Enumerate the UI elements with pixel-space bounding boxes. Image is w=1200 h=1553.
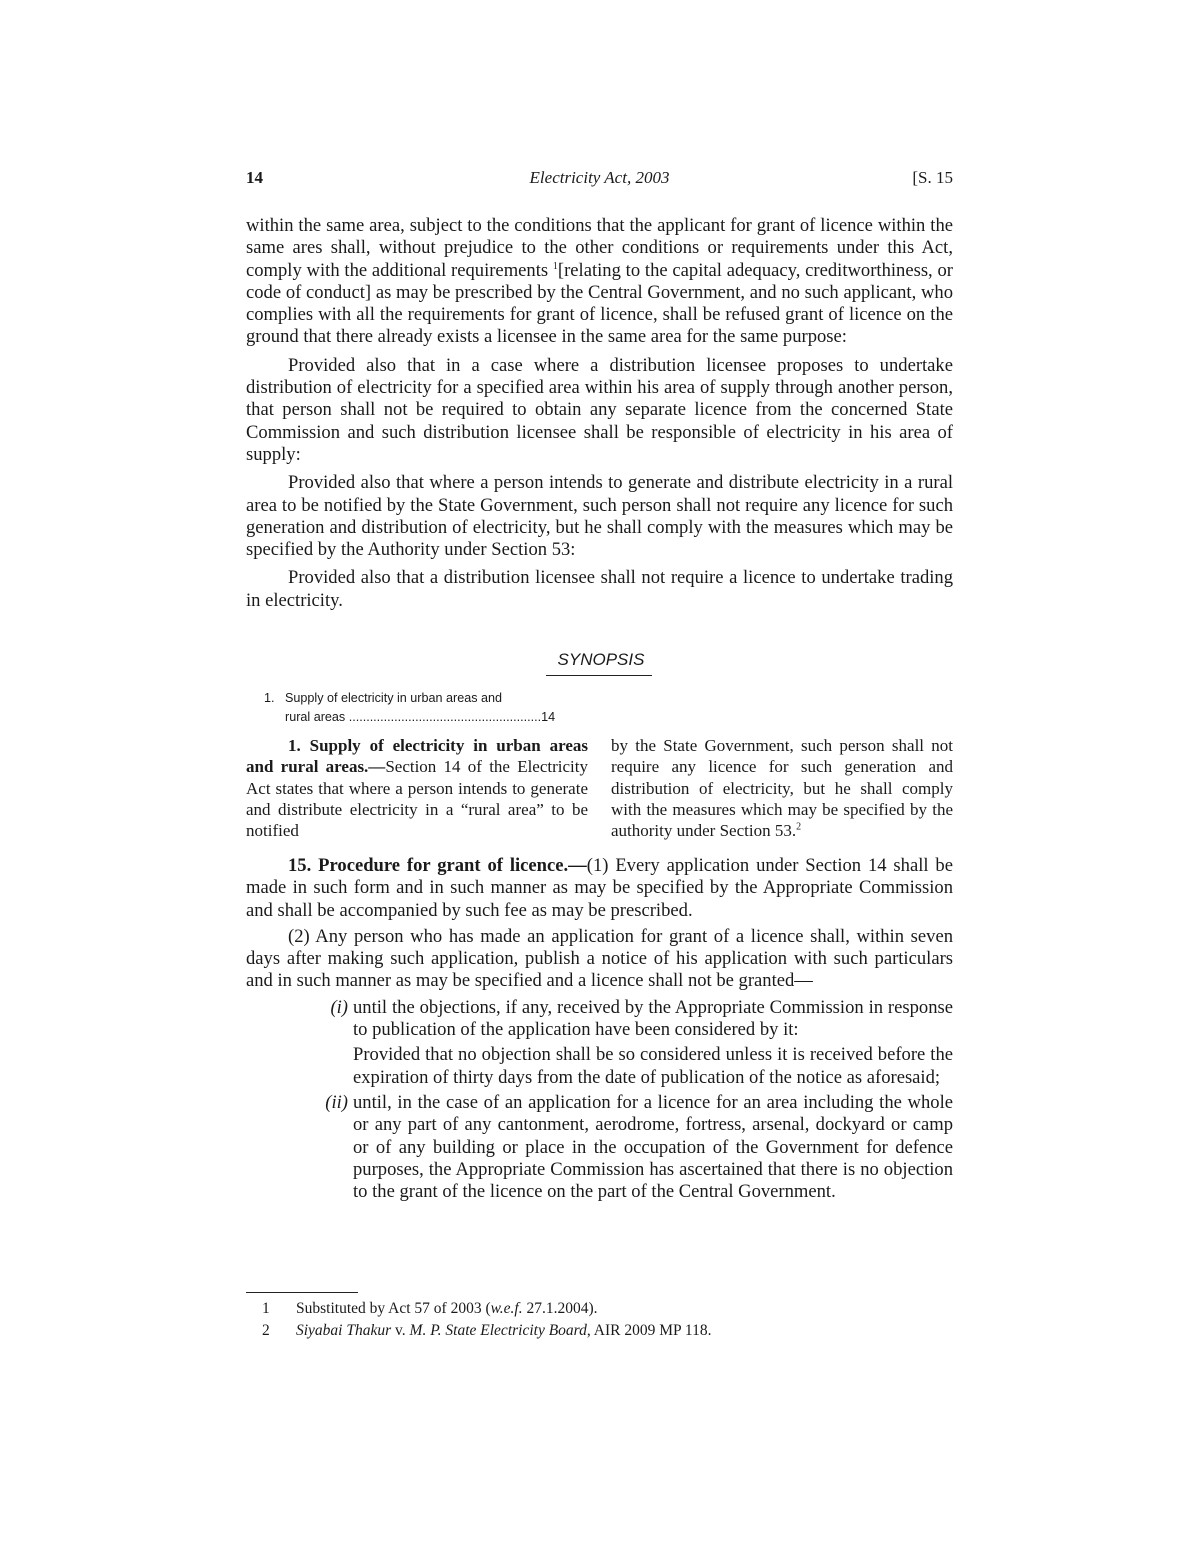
clause-marker: (ii) bbox=[325, 1091, 348, 1113]
synopsis-toc bbox=[264, 689, 594, 727]
section-15-heading: 15. Procedure for grant of licence.— bbox=[288, 855, 587, 876]
synopsis-note-left-text: Section 14 of the Electricity Act states that where a person intends to generate and distribute electricity in a “rural area” to be notified bbox=[246, 757, 588, 841]
synopsis-note-right-text: by the State Government, such person shall not require any licence for such generation and distribution of electricity, but he shall comply with the measures which may be specified by the authority under Section 53. bbox=[611, 736, 953, 841]
clause-ii bbox=[246, 1092, 953, 1203]
footnote-text: , AIR 2009 MP 118. bbox=[586, 1322, 712, 1339]
toc-item-title-continued: rural areas .......................................................14 bbox=[285, 710, 556, 724]
toc-item bbox=[264, 689, 594, 727]
page-number: 14 bbox=[246, 168, 263, 187]
paragraph-4: Provided also that a distribution licensee shall not require a licence to undertake trading in electricity. bbox=[246, 567, 953, 611]
section-reference: [S. 15 bbox=[912, 168, 953, 187]
page-header bbox=[246, 168, 953, 192]
toc-item-title: Supply of electricity in urban areas and bbox=[285, 691, 503, 705]
footnote-text: Substituted by Act 57 of 2003 ( bbox=[296, 1300, 491, 1317]
section-15-subsection-1 bbox=[246, 855, 953, 922]
footnotes bbox=[246, 1298, 953, 1342]
footnote-number: 1 bbox=[262, 1300, 270, 1317]
synopsis-note-heading: 1. Supply of electricity in urban areas and rural areas.— bbox=[246, 736, 588, 777]
synopsis-note-right-column bbox=[611, 735, 953, 841]
paragraph-1 bbox=[246, 215, 953, 349]
clause-text: until, in the case of an application for a licence for an area including the whole or any part of any cantonment, aerodrome, fortress, arsenal, dockyard or camp or of any building or place in the occupation of the Government for defence purposes, the Appropriate Commission has ascertained that there is no objection to the grant of the licence on the part of the Central Government. bbox=[353, 1091, 953, 1203]
paragraph-1-text-b: [relating to the capital adequacy, creditworthiness, or code of conduct] as may be prescribed by the Central Government, and no such applicant, who complies with all the requirements for grant of licence, shall be refused grant of licence on the ground that there already exists a licensee in the same area for the same purpose: bbox=[246, 259, 953, 348]
synopsis-underline bbox=[546, 675, 652, 676]
footnote bbox=[246, 1298, 953, 1320]
clause-proviso: Provided that no objection shall be so considered unless it is received before the expiration of thirty days from the date of publication of the notice as aforesaid; bbox=[353, 1044, 953, 1088]
section-15 bbox=[246, 855, 953, 1206]
running-title: Electricity Act, 2003 bbox=[529, 168, 670, 187]
section-15-subsection-2: (2) Any person who has made an application for grant of a licence shall, within seven days after making such application, publish a notice of his application with such particulars and in such manner as may be specified and a licence shall not be granted— bbox=[246, 925, 953, 992]
clause-marker: (i) bbox=[330, 996, 348, 1018]
footnote-text: 27.1.2004). bbox=[522, 1300, 598, 1317]
clause-i bbox=[246, 997, 953, 1089]
paragraph-3: Provided also that where a person intends to generate and distribute electricity in a rural area to be notified by the State Government, such person shall not require any licence for such generation and distribution of electricity, but he shall comply with the measures which may be specified by the Authority under Section 53: bbox=[246, 472, 953, 561]
paragraph-2: Provided also that in a case where a distribution licensee proposes to undertake distribution of electricity for a specified area within his area of supply through another person, that person shall not be required to obtain any separate licence from the concerned State Commission and such distribution licensee shall be responsible of electricity in his area of supply: bbox=[246, 354, 953, 465]
synopsis-note-left-column bbox=[246, 735, 588, 841]
clause-text: until the objections, if any, received by the Appropriate Commission in response to publication of the application have been considered by it: bbox=[353, 996, 953, 1041]
footnote-ref-2: 2 bbox=[796, 821, 802, 833]
paragraph-1-text-a: within the same area, subject to the conditions that the applicant for grant of licence within the same ares shall, without prejudice to the other conditions or requirements under this Act, comply with the additional requirements bbox=[246, 215, 953, 281]
footnote-text-italic: M. P. State Electricity Board bbox=[409, 1322, 587, 1339]
footnote-text: v. bbox=[391, 1322, 410, 1339]
footnote-text-italic: w.e.f. bbox=[490, 1300, 523, 1317]
footnote-number: 2 bbox=[262, 1322, 270, 1339]
footnote-divider bbox=[246, 1292, 358, 1293]
body-text bbox=[246, 215, 953, 618]
footnote bbox=[246, 1320, 953, 1342]
footnote-ref-1: 1 bbox=[552, 260, 558, 272]
toc-item-number: 1. bbox=[264, 691, 275, 705]
subsection-1-text: (1) Every application under Section 14 shall be made in such form and in such manner as may be specified by the Appropriate Commission and shall be accompanied by such fee as may be prescribed. bbox=[246, 855, 953, 921]
footnote-text-italic: Siyabai Thakur bbox=[296, 1322, 392, 1339]
synopsis-heading: SYNOPSIS bbox=[557, 650, 645, 669]
